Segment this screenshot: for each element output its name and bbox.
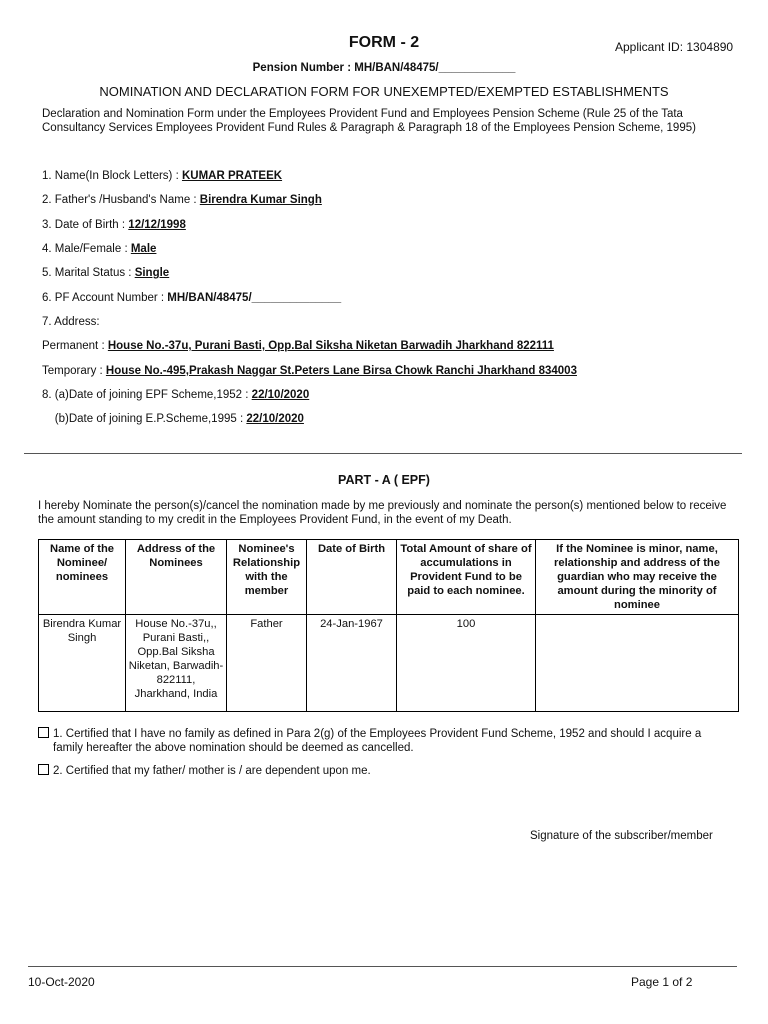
field-address <box>42 316 100 328</box>
table-row <box>39 615 739 712</box>
signature-label: Signature of the subscriber/member <box>530 830 713 842</box>
applicant-id: Applicant ID: 1304890 <box>615 40 734 54</box>
field-epf-joining-date <box>42 389 309 401</box>
field-label: Temporary : <box>42 365 106 377</box>
field-label: (b)Date of joining E.P.Scheme,1995 : <box>42 413 247 425</box>
pension-number-label: Pension Number : <box>252 62 355 74</box>
field-value: MH/BAN/48475/______________ <box>167 292 342 304</box>
form-heading: NOMINATION AND DECLARATION FORM FOR UNEXEMPTED/EXEMPTED ESTABLISHMENTS <box>99 84 669 99</box>
field-value: 12/12/1998 <box>128 219 186 231</box>
field-value: 22/10/2020 <box>246 413 304 425</box>
field-marital-status <box>42 267 169 279</box>
intro-paragraph: Declaration and Nomination Form under the Employees Provident Fund and Employees Pension Scheme (Rule 25 of the Tata Consultancy Services Employees Provident Fund Rules & Paragraph & Paragraph 18 of the Employees Pension Scheme, 1995) <box>42 108 696 135</box>
field-value: Male <box>130 243 157 255</box>
field-value: Single <box>134 267 170 279</box>
field-value: House No.-37u, Purani Basti, Opp.Bal Siksha Niketan Barwadih Jharkhand 822111 <box>107 340 554 352</box>
nomination-statement: I hereby Nominate the person(s)/cancel the nomination made by me previously and nominate the person(s) mentioned below to receive the amount standing to my credit in the Employees Provident Fund, in the event of my Death. <box>38 500 727 526</box>
column-header: Name of the Nominee/ nominees <box>39 540 126 615</box>
pension-number-value: MH/BAN/48475/____________ <box>354 62 516 74</box>
field-label: 2. Father's /Husband's Name : <box>42 194 200 206</box>
field-label: 8. (a)Date of joining EPF Scheme,1952 : <box>42 389 252 401</box>
column-header: Date of Birth <box>307 540 397 615</box>
nominee-relationship: Father <box>227 615 307 712</box>
field-value: 22/10/2020 <box>251 389 310 401</box>
nominee-dob: 24-Jan-1967 <box>307 615 397 712</box>
field-eps-joining-date <box>42 413 304 425</box>
field-label: 1. Name(In Block Letters) : <box>42 170 182 182</box>
column-header: Total Amount of share of accumulations in Provident Fund to be paid to each nominee. <box>397 540 536 615</box>
footer-divider <box>28 966 737 967</box>
field-gender <box>42 243 156 255</box>
form-title: FORM - 2 <box>348 34 420 51</box>
field-temporary-address <box>42 365 577 377</box>
page-number: Page 1 of 2 <box>631 975 693 989</box>
part-a-title: PART - A ( EPF) <box>338 473 430 487</box>
field-date-of-birth <box>42 219 186 231</box>
checkbox-dependent[interactable] <box>38 764 49 775</box>
field-permanent-address <box>42 340 554 352</box>
column-header: Address of the Nominees <box>126 540 227 615</box>
field-value: Birendra Kumar Singh <box>199 194 322 206</box>
field-label: 4. Male/Female : <box>42 243 131 255</box>
column-header: If the Nominee is minor, name, relationship and address of the guardian who may receive the amount during the minority of nominee <box>536 540 739 615</box>
field-label: 7. Address: <box>42 316 100 328</box>
certification-text: 2. Certified that my father/ mother is / are dependent upon me. <box>53 765 371 777</box>
nominee-table <box>38 539 739 712</box>
nominee-name: Birendra Kumar Singh <box>39 615 126 712</box>
table-header-row <box>39 540 739 615</box>
footer-date: 10-Oct-2020 <box>28 975 95 989</box>
section-divider <box>24 453 742 454</box>
nominee-share: 100 <box>397 615 536 712</box>
field-value: House No.-495,Prakash Naggar St.Peters Lane Birsa Chowk Ranchi Jharkhand 834003 <box>105 365 577 377</box>
field-label: 6. PF Account Number : <box>42 292 168 304</box>
field-father-name <box>42 194 322 206</box>
field-pf-account <box>42 292 341 304</box>
nominee-guardian <box>536 615 739 712</box>
certification-text: 1. Certified that I have no family as defined in Para 2(g) of the Employees Provident Fund Scheme, 1952 and should I acquire a family hereafter the above nomination should be deemed as cancelled. <box>53 728 702 754</box>
certification-dependent <box>38 764 738 778</box>
field-label: Permanent : <box>42 340 108 352</box>
field-name <box>42 170 282 182</box>
certification-no-family <box>38 727 738 755</box>
field-label: 5. Marital Status : <box>42 267 135 279</box>
checkbox-no-family[interactable] <box>38 727 49 738</box>
column-header: Nominee's Relationship with the member <box>227 540 307 615</box>
pension-number <box>0 62 768 74</box>
nominee-address: House No.-37u,, Purani Basti,, Opp.Bal Siksha Niketan, Barwadih-822111, Jharkhand, India <box>126 615 227 712</box>
field-value: KUMAR PRATEEK <box>181 170 283 182</box>
field-label: 3. Date of Birth : <box>42 219 129 231</box>
